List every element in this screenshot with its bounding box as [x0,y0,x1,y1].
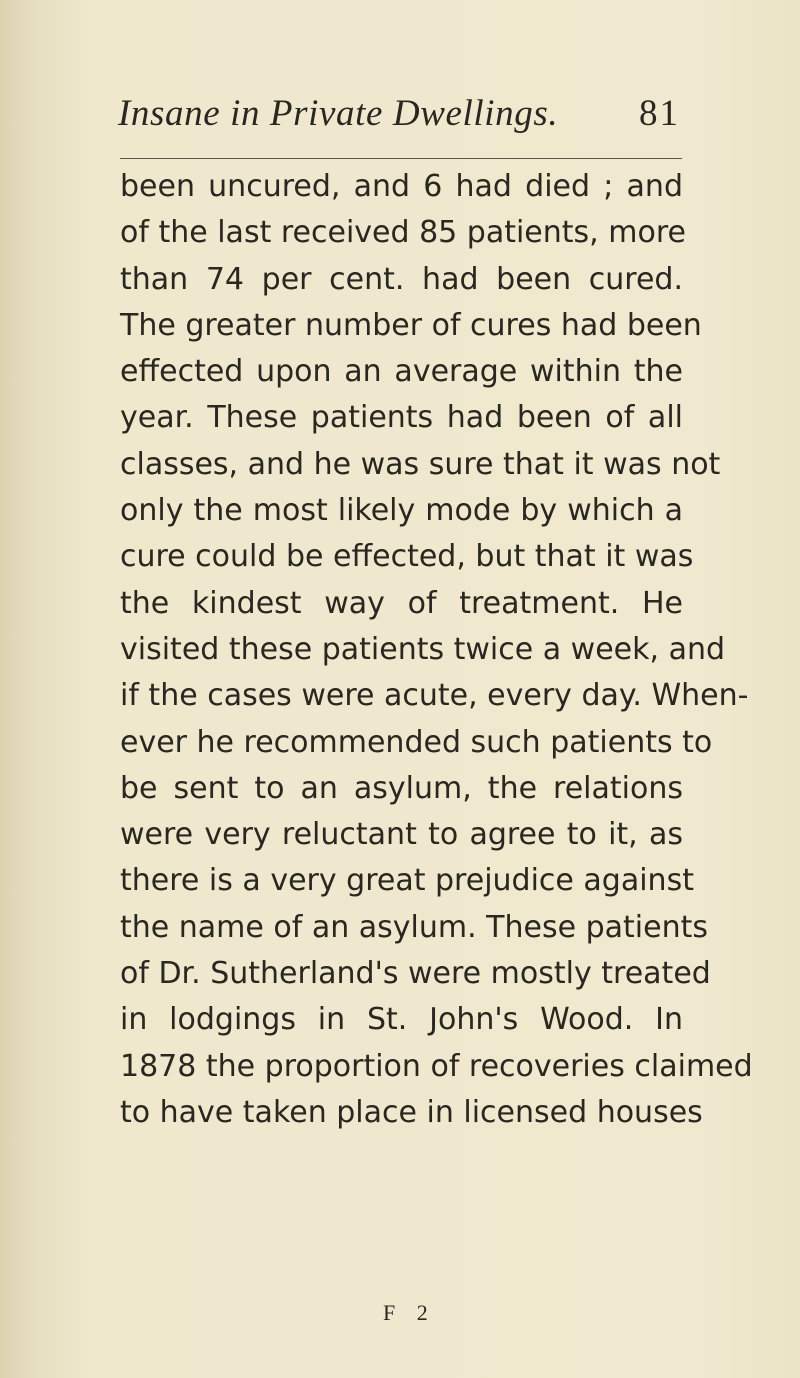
page-number: 81 [639,93,680,134]
text-line: the name of an asylum. These patients [120,909,708,945]
body-text [120,164,753,1136]
text-line: visited these patients twice a week, and [120,631,726,667]
text-line: cure could be effected, but that it was [120,539,694,575]
text-line: in lodgings in St. John's Wood. In [120,1002,683,1038]
text-line: effected upon an average within the [120,354,683,390]
running-title: Insane in Private Dwellings. [118,93,559,134]
text-line: year. These patients had been of all [120,400,683,436]
page-header [110,92,680,144]
text-line: of Dr. Sutherland's were mostly treated [120,956,711,992]
text-line: were very reluctant to agree to it, as [120,817,683,853]
text-line: be sent to an asylum, the relations [120,770,683,806]
text-line: classes, and he was sure that it was not [120,446,721,482]
text-line: The greater number of cures had been [120,307,702,343]
text-line: only the most likely mode by which a [120,493,683,529]
text-line: than 74 per cent. had been cured. [120,261,683,297]
text-line: of the last received 85 patients, more [120,215,686,251]
text-line: there is a very great prejudice against [120,863,694,899]
text-line: to have taken place in licensed houses [120,1094,703,1130]
header-rule [120,158,682,159]
text-line: been uncured, and 6 had died ; and [120,169,683,204]
text-line: if the cases were acute, every day. When- [120,678,749,714]
text-line: ever he recommended such patients to [120,724,713,760]
text-line: the kindest way of treatment. He [120,585,683,621]
signature-mark: F 2 [383,1300,436,1325]
text-line: 1878 the proportion of recoveries claimed [120,1048,753,1084]
